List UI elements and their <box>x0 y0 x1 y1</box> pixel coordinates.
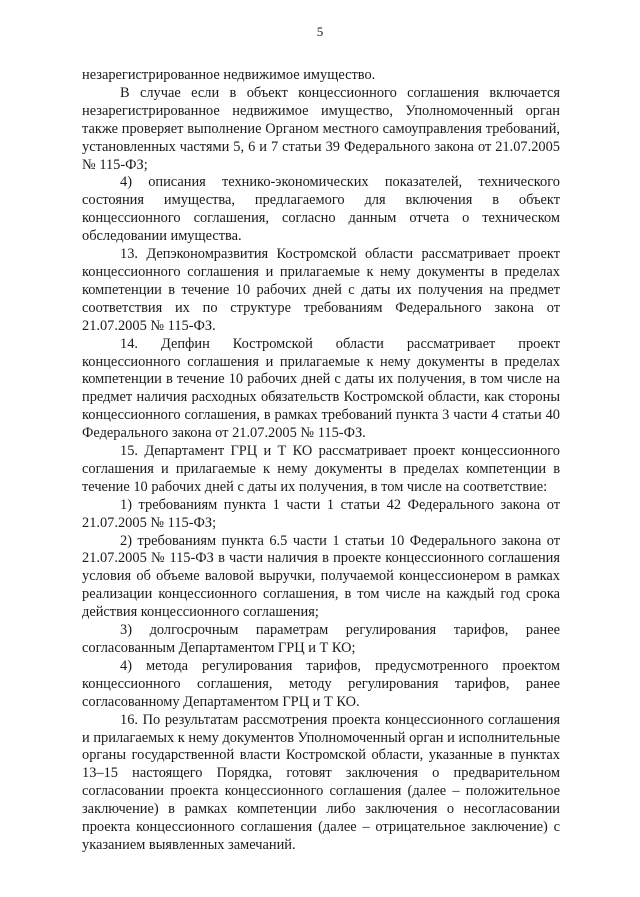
page-number: 5 <box>316 24 324 39</box>
paragraph-clause-15: 15. Департамент ГРЦ и Т КО рассматривает проект концессионного соглашения и прилагаемые к нему документы в пределах компетенции в течение 10 рабочих дней с даты их получения, в том числе на соответствие: <box>82 443 560 495</box>
paragraph-clause-14: 14. Депфин Костромской области рассматривает проект концессионного соглашения и прилагаемые к нему документы в пределах компетенции в течение 10 рабочих дней с даты их получения, в том числе на предмет наличия расходных обязательств Костромской области, как стороны концессионного соглашения, в рамках требований пункта 3 части 4 статьи 40 Федерального закона от 21.07.2005 № 115-ФЗ. <box>82 335 560 442</box>
paragraph-clause-15-item-3: 3) долгосрочным параметрам регулирования тарифов, ранее согласованным Департаментом ГРЦ и Т КО; <box>82 622 560 656</box>
paragraph-clause-15-item-2: 2) требованиям пункта 6.5 части 1 статьи 10 Федерального закона от 21.07.2005 № 115-ФЗ в части наличия в проекте концессионного соглашения условия об объеме валовой выручки, получаемой концессионером в рамках реализации концессионного соглашения, в том числе на каждый год срока действия концессионного соглашения; <box>82 532 560 621</box>
paragraph-clause-13: 13. Депэкономразвития Костромской области рассматривает проект концессионного соглашения и прилагаемые к нему документы в пределах компетенции в течение 10 рабочих дней с даты их получения на предмет соответствия их по структуре требованиям Федерального закона от 21.07.2005 № 115-ФЗ. <box>82 246 560 334</box>
paragraph-continuation: незарегистрированное недвижимое имущество. <box>82 67 376 83</box>
paragraph-clause-15-item-1: 1) требованиям пункта 1 части 1 статьи 42 Федерального закона от 21.07.2005 № 115-ФЗ; <box>82 496 560 531</box>
document-body <box>82 67 560 855</box>
paragraph-unregistered-property: В случае если в объект концессионного соглашения включается незарегистрированное недвижимое имущество, Уполномоченный орган также проверяет выполнение Органом местного самоуправления требований, установленных частями 5, 6 и 7 статьи 39 Федерального закона от 21.07.2005 № 115-ФЗ; <box>82 84 560 173</box>
paragraph-item-4-technical: 4) описания технико-экономических показателей, технического состояния имущества, предлагаемого для включения в объект концессионного соглашения, согласно данным отчета о техническом обследовании имущества. <box>82 174 560 245</box>
paragraph-clause-16: 16. По результатам рассмотрения проекта концессионного соглашения и прилагаемых к нему документов Уполномоченный орган и исполнительные органы государственной власти Костромской области, указанные в пунктах 13–15 настоящего Порядка, готовят заключения о предварительном согласовании проекта концессионного соглашения (далее – положительное заключение) в рамках компетенции либо заключения о несогласовании проекта концессионного соглашения (далее – отрицательное заключение) с указанием выявленных замечаний. <box>82 711 560 853</box>
paragraph-clause-15-item-4: 4) метода регулирования тарифов, предусмотренного проектом концессионного соглашения, методу регулирования тарифов, ранее согласованному Департаментом ГРЦ и Т КО. <box>82 657 560 710</box>
